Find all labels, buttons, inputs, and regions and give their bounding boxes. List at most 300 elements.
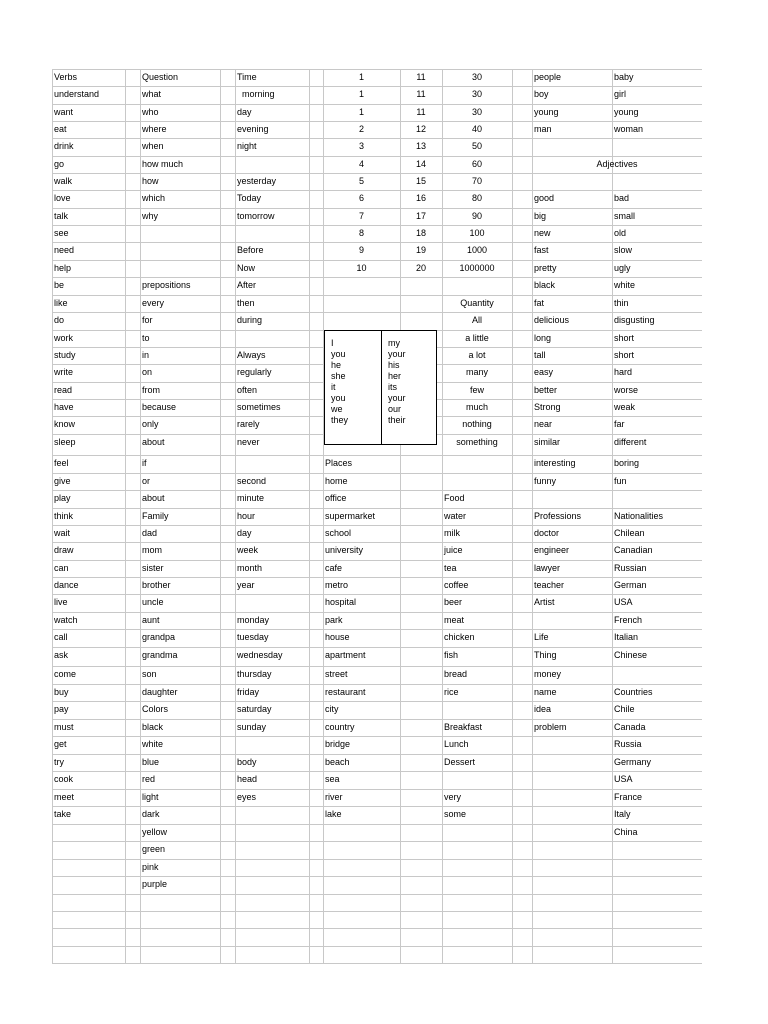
food-cell: some: [444, 809, 467, 819]
question-cell: why: [142, 211, 159, 221]
pronoun: his: [388, 360, 400, 370]
time-cell: minute: [237, 493, 265, 503]
quantity-cell: many: [465, 367, 488, 377]
quantity-cell: few: [469, 385, 484, 395]
time-cell: sunday: [237, 722, 267, 732]
verb-cell: dance: [54, 580, 79, 590]
question-cell: grandpa: [142, 632, 176, 642]
verb-cell: sleep: [54, 437, 76, 447]
pronoun: I: [331, 338, 334, 348]
quantity-cell: much: [465, 402, 488, 412]
food-cell: milk: [444, 528, 460, 538]
question-cell: purple: [142, 879, 168, 889]
question-cell: every: [142, 298, 165, 308]
number-cell: 4: [358, 159, 364, 169]
verb-cell: cook: [54, 774, 74, 784]
quantity-cell: something: [456, 437, 498, 447]
time-cell: regularly: [237, 367, 272, 377]
adjective-cell: different: [614, 437, 647, 447]
time-cell: day: [237, 528, 252, 538]
adjective-cell: interesting: [534, 458, 576, 468]
time-cell: body: [237, 757, 257, 767]
adjective-cell: long: [534, 333, 552, 343]
profession-cell: money: [534, 669, 562, 679]
nationality-cell: Countries: [614, 687, 653, 697]
profession-cell: teacher: [534, 580, 565, 590]
adjective-cell: thin: [614, 298, 629, 308]
question-cell: aunt: [142, 615, 160, 625]
adjective-cell: fun: [614, 476, 627, 486]
verb-cell: think: [54, 511, 74, 521]
number-cell: 30: [471, 107, 482, 117]
profession-cell: Life: [534, 632, 549, 642]
verb-cell: ask: [54, 650, 69, 660]
number-cell: 10: [356, 263, 367, 273]
time-cell: week: [237, 545, 259, 555]
number-cell: 19: [415, 245, 426, 255]
food-cell: chicken: [444, 632, 475, 642]
nationality-cell: USA: [614, 597, 633, 607]
time-cell: morning: [242, 89, 275, 99]
verb-cell: love: [54, 193, 71, 203]
place-cell: university: [325, 545, 364, 555]
pronoun: you: [331, 393, 346, 403]
number-cell: 16: [415, 193, 426, 203]
question-cell: in: [142, 350, 150, 360]
time-cell: Today: [237, 193, 262, 203]
nationality-cell: Russia: [614, 739, 642, 749]
question-cell: uncle: [142, 597, 164, 607]
verb-cell: see: [54, 228, 69, 238]
number-cell: 50: [471, 141, 482, 151]
verb-cell: pay: [54, 704, 69, 714]
number-cell: 9: [358, 245, 364, 255]
question-cell: from: [142, 385, 160, 395]
profession-cell: problem: [534, 722, 567, 732]
verb-cell: read: [54, 385, 73, 395]
adjective-cell: black: [534, 280, 556, 290]
time-cell: during: [237, 315, 263, 325]
nationality-cell: Italy: [614, 809, 631, 819]
place-cell: park: [325, 615, 343, 625]
time-cell: hour: [237, 511, 256, 521]
time-cell: tuesday: [237, 632, 269, 642]
people-cell: people: [534, 72, 562, 82]
food-cell: bread: [444, 669, 468, 679]
number-cell: 1: [358, 72, 364, 82]
people-cell: woman: [614, 124, 644, 134]
adjective-cell: worse: [614, 385, 639, 395]
question-cell: how much: [142, 159, 184, 169]
verb-cell: be: [54, 280, 65, 290]
food-cell: rice: [444, 687, 459, 697]
pronoun: its: [388, 382, 397, 392]
possessive-pronouns: [388, 338, 406, 426]
question-cell: green: [142, 844, 166, 854]
profession-cell: Artist: [534, 597, 555, 607]
number-cell: 5: [358, 176, 364, 186]
food-cell: Food: [444, 493, 465, 503]
place-cell: restaurant: [325, 687, 366, 697]
question-cell: about: [142, 493, 165, 503]
adjective-cell: funny: [534, 476, 557, 486]
number-cell: 3: [358, 141, 364, 151]
adjective-cell: tall: [534, 350, 546, 360]
place-cell: cafe: [325, 563, 343, 573]
pronoun: my: [388, 338, 400, 348]
question-cell: to: [142, 333, 150, 343]
question-cell: Family: [142, 511, 169, 521]
verb-cell: give: [54, 476, 71, 486]
question-cell: how: [142, 176, 159, 186]
food-cell: beer: [444, 597, 463, 607]
number-cell: 1000: [466, 245, 488, 255]
adjective-cell: hard: [614, 367, 633, 377]
number-cell: 6: [358, 193, 364, 203]
number-cell: 2: [358, 124, 364, 134]
question-cell: sister: [142, 563, 164, 573]
number-cell: 20: [415, 263, 426, 273]
time-cell: wednesday: [237, 650, 283, 660]
question-cell: prepositions: [142, 280, 191, 290]
quantity-cell: nothing: [462, 419, 492, 429]
number-cell: 11: [416, 107, 426, 117]
place-cell: office: [325, 493, 347, 503]
number-cell: 90: [471, 211, 482, 221]
verb-cell: get: [54, 739, 67, 749]
nationality-cell: Russian: [614, 563, 647, 573]
time-cell: night: [237, 141, 257, 151]
question-cell: grandma: [142, 650, 178, 660]
number-cell: 8: [358, 228, 364, 238]
people-cell: man: [534, 124, 552, 134]
nationality-cell: France: [614, 792, 643, 802]
time-cell: rarely: [237, 419, 260, 429]
profession-cell: lawyer: [534, 563, 561, 573]
time-cell: then: [237, 298, 255, 308]
question-cell: dark: [142, 809, 160, 819]
number-cell: 17: [415, 211, 426, 221]
quantity-cell: a lot: [468, 350, 486, 360]
time-cell: head: [237, 774, 258, 784]
pronoun-divider: [381, 331, 382, 444]
question-cell: for: [142, 315, 153, 325]
pronoun: we: [331, 404, 343, 414]
pronoun: your: [388, 349, 406, 359]
verb-cell: can: [54, 563, 69, 573]
food-cell: fish: [444, 650, 459, 660]
adjective-cell: slow: [614, 245, 633, 255]
time-cell: eyes: [237, 792, 257, 802]
question-cell: only: [142, 419, 159, 429]
time-cell: day: [237, 107, 252, 117]
verb-cell: watch: [54, 615, 78, 625]
food-cell: meat: [444, 615, 465, 625]
question-cell: brother: [142, 580, 171, 590]
place-cell: home: [325, 476, 348, 486]
place-cell: school: [325, 528, 352, 538]
verb-cell: wait: [54, 528, 71, 538]
question-cell: light: [142, 792, 159, 802]
pronoun: he: [331, 360, 342, 370]
verb-cell: know: [54, 419, 76, 429]
adjective-cell: big: [534, 211, 547, 221]
adjective-cell: new: [534, 228, 551, 238]
time-cell: monday: [237, 615, 270, 625]
question-cell: where: [142, 124, 167, 134]
verb-cell: draw: [54, 545, 74, 555]
nationality-cell: Canada: [614, 722, 646, 732]
number-cell: 40: [471, 124, 482, 134]
adjective-cell: boring: [614, 458, 640, 468]
place-cell: hospital: [325, 597, 357, 607]
pronoun: it: [331, 382, 336, 392]
verb-cell: take: [54, 809, 72, 819]
verb-cell: want: [54, 107, 74, 117]
question-cell: or: [142, 476, 151, 486]
question-cell: who: [142, 107, 159, 117]
question-cell: daughter: [142, 687, 178, 697]
profession-cell: engineer: [534, 545, 570, 555]
number-cell: 13: [415, 141, 426, 151]
time-cell: Time: [237, 72, 257, 82]
time-cell: Now: [237, 263, 256, 273]
people-cell: baby: [614, 72, 634, 82]
time-cell: friday: [237, 687, 260, 697]
time-cell: often: [237, 385, 258, 395]
verb-cell: play: [54, 493, 71, 503]
number-cell: 70: [471, 176, 482, 186]
place-cell: supermarket: [325, 511, 376, 521]
adjective-cell: disgusting: [614, 315, 655, 325]
verb-cell: meet: [54, 792, 75, 802]
time-cell: month: [237, 563, 263, 573]
people-cell: girl: [614, 89, 627, 99]
question-cell: what: [142, 89, 162, 99]
nationality-cell: China: [614, 827, 638, 837]
place-cell: Places: [325, 458, 353, 468]
question-cell: Colors: [142, 704, 169, 714]
question-cell: which: [142, 193, 166, 203]
place-cell: beach: [325, 757, 350, 767]
place-cell: country: [325, 722, 355, 732]
time-cell: evening: [237, 124, 269, 134]
verb-cell: call: [54, 632, 68, 642]
question-cell: pink: [142, 862, 159, 872]
profession-cell: idea: [534, 704, 552, 714]
question-cell: because: [142, 402, 177, 412]
number-cell: 1: [358, 107, 364, 117]
time-cell: Before: [237, 245, 264, 255]
adjective-cell: similar: [534, 437, 560, 447]
pronoun: she: [331, 371, 346, 381]
time-cell: saturday: [237, 704, 272, 714]
number-cell: 1000000: [459, 263, 495, 273]
question-cell: on: [142, 367, 153, 377]
profession-cell: doctor: [534, 528, 560, 538]
adjective-cell: delicious: [534, 315, 570, 325]
number-cell: 18: [415, 228, 426, 238]
time-cell: Always: [237, 350, 266, 360]
nationality-cell: Chilean: [614, 528, 645, 538]
food-cell: Breakfast: [444, 722, 483, 732]
verb-cell: have: [54, 402, 74, 412]
time-cell: second: [237, 476, 267, 486]
verb-cell: like: [54, 298, 68, 308]
nationality-cell: Nationalities: [614, 511, 664, 521]
adjective-cell: easy: [534, 367, 554, 377]
number-cell: 100: [469, 228, 485, 238]
pronoun: you: [331, 349, 346, 359]
quantity-cell: a little: [465, 333, 489, 343]
pronoun: your: [388, 393, 406, 403]
nationality-cell: Chile: [614, 704, 635, 714]
food-cell: very: [444, 792, 462, 802]
profession-cell: name: [534, 687, 557, 697]
question-cell: dad: [142, 528, 158, 538]
people-cell: boy: [534, 89, 549, 99]
adjective-cell: near: [534, 419, 553, 429]
nationality-cell: Germany: [614, 757, 652, 767]
adjective-cell: better: [534, 385, 558, 395]
verb-cell: Verbs: [54, 72, 78, 82]
question-cell: mom: [142, 545, 162, 555]
question-cell: yellow: [142, 827, 168, 837]
adjective-cell: ugly: [614, 263, 631, 273]
people-cell: young: [614, 107, 639, 117]
question-cell: if: [142, 458, 147, 468]
food-cell: tea: [444, 563, 457, 573]
adjectives-header: Adjectives: [596, 159, 638, 169]
place-cell: metro: [325, 580, 349, 590]
place-cell: sea: [325, 774, 340, 784]
number-cell: 11: [416, 72, 426, 82]
food-cell: coffee: [444, 580, 469, 590]
food-cell: Dessert: [444, 757, 476, 767]
verb-cell: talk: [54, 211, 69, 221]
number-cell: 7: [358, 211, 364, 221]
number-cell: 11: [416, 89, 426, 99]
adjective-cell: bad: [614, 193, 630, 203]
adjective-cell: fast: [534, 245, 549, 255]
question-cell: when: [142, 141, 164, 151]
food-cell: Lunch: [444, 739, 469, 749]
number-cell: 30: [471, 72, 482, 82]
question-cell: black: [142, 722, 164, 732]
quantity-cell: Quantity: [460, 298, 494, 308]
time-cell: yesterday: [237, 176, 277, 186]
verb-cell: buy: [54, 687, 69, 697]
adjective-cell: fat: [534, 298, 545, 308]
verb-cell: walk: [54, 176, 73, 186]
verb-cell: feel: [54, 458, 69, 468]
subject-pronouns: [331, 338, 348, 426]
verb-cell: understand: [54, 89, 100, 99]
time-cell: thursday: [237, 669, 272, 679]
verb-cell: study: [54, 350, 76, 360]
nationality-cell: Italian: [614, 632, 639, 642]
verb-cell: help: [54, 263, 72, 273]
number-cell: 14: [415, 159, 426, 169]
time-cell: After: [237, 280, 257, 290]
nationality-cell: Chinese: [614, 650, 648, 660]
place-cell: bridge: [325, 739, 351, 749]
verb-cell: do: [54, 315, 65, 325]
nationality-cell: German: [614, 580, 647, 590]
number-cell: 1: [358, 89, 364, 99]
nationality-cell: French: [614, 615, 643, 625]
number-cell: 80: [471, 193, 482, 203]
nationality-cell: USA: [614, 774, 633, 784]
food-cell: juice: [444, 545, 463, 555]
quantity-cell: All: [471, 315, 482, 325]
pronoun: their: [388, 415, 406, 425]
number-cell: 15: [415, 176, 426, 186]
number-cell: 12: [415, 124, 426, 134]
verb-cell: eat: [54, 124, 67, 134]
verb-cell: live: [54, 597, 68, 607]
adjective-cell: far: [614, 419, 625, 429]
verb-cell: come: [54, 669, 77, 679]
time-cell: sometimes: [237, 402, 281, 412]
adjective-cell: good: [534, 193, 555, 203]
pronoun-box: [324, 330, 437, 445]
pronoun: they: [331, 415, 349, 425]
question-cell: son: [142, 669, 157, 679]
question-cell: red: [142, 774, 156, 784]
place-cell: city: [325, 704, 339, 714]
adjective-cell: weak: [614, 402, 636, 412]
number-cell: 30: [471, 89, 482, 99]
adjective-cell: small: [614, 211, 636, 221]
verb-cell: must: [54, 722, 74, 732]
adjective-cell: short: [614, 333, 635, 343]
adjective-cell: pretty: [534, 263, 557, 273]
adjective-cell: Strong: [534, 402, 561, 412]
adjective-cell: short: [614, 350, 635, 360]
pronoun: her: [388, 371, 402, 381]
place-cell: lake: [325, 809, 342, 819]
verb-cell: go: [54, 159, 65, 169]
food-cell: water: [444, 511, 467, 521]
question-cell: blue: [142, 757, 160, 767]
verb-cell: drink: [54, 141, 74, 151]
profession-cell: Professions: [534, 511, 582, 521]
pronoun: our: [388, 404, 402, 414]
verb-cell: write: [54, 367, 74, 377]
time-cell: year: [237, 580, 255, 590]
profession-cell: Thing: [534, 650, 557, 660]
vocabulary-sheet: [52, 69, 702, 969]
number-cell: 60: [471, 159, 482, 169]
time-cell: tomorrow: [237, 211, 275, 221]
place-cell: street: [325, 669, 348, 679]
verb-cell: need: [54, 245, 75, 255]
place-cell: river: [325, 792, 343, 802]
question-cell: white: [142, 739, 164, 749]
adjective-cell: old: [614, 228, 627, 238]
place-cell: apartment: [325, 650, 366, 660]
nationality-cell: Canadian: [614, 545, 653, 555]
people-cell: young: [534, 107, 559, 117]
question-cell: about: [142, 437, 165, 447]
question-cell: Question: [142, 72, 179, 82]
verb-cell: work: [54, 333, 74, 343]
verb-cell: try: [54, 757, 64, 767]
adjective-cell: white: [614, 280, 636, 290]
place-cell: house: [325, 632, 350, 642]
time-cell: never: [237, 437, 260, 447]
